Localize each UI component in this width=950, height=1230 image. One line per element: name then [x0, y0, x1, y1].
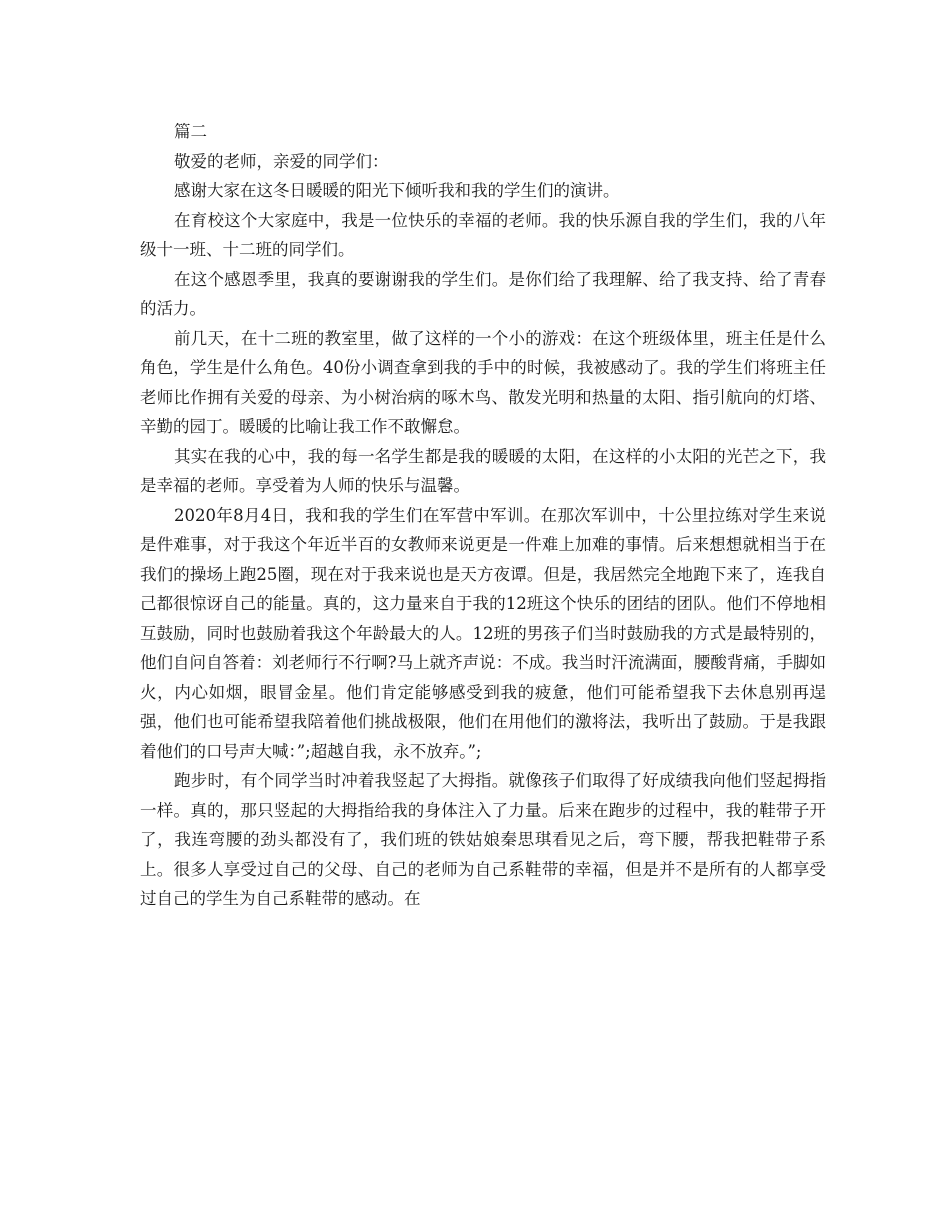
paragraph: 在育校这个大家庭中，我是一位快乐的幸福的老师。我的快乐源自我的学生们，我的八年级十一班、十二班的同学们。: [140, 210, 826, 259]
paragraph: 跑步时，有个同学当时冲着我竖起了大拇指。就像孩子们取得了好成绩我向他们竖起拇指一样。真的，那只竖起的大拇指给我的身体注入了力量。后来在跑步的过程中，我的鞋带子开了，我连弯腰的劲头都没有了，我们班的铁姑娘秦思琪看见之后，弯下腰，帮我把鞋带子系上。很多人享受过自己的父母、自己的老师为自己系鞋带的幸福，但是并不是所有的人都享受过自己的学生为自己系鞋带的感动。在: [140, 771, 826, 908]
paragraph: 感谢大家在这冬日暖暖的阳光下倾听我和我的学生们的演讲。: [174, 181, 620, 200]
paragraph: 2020年8月4日，我和我的学生们在军营中军训。在那次军训中，十公里拉练对学生来说是件难事，对于我这个年近半百的女教师来说更是一件难上加难的事情。后来想想就相当于在我们的操场上跑25圈，现在对于我来说也是天方夜谭。但是，我居然完全地跑下来了，连我自己都很惊讶自己的能量。真的，这力量来自于我的12班这个快乐的团结的团队。他们不停地相互鼓励，同时也鼓励着我这个年龄最大的人。12班的男孩子们当时鼓励我的方式是最特别的，他们自问自答着：刘老师行不行啊?马上就齐声说：不成。我当时汗流满面，腰酸背痛，手脚如火，内心如烟，眼冒金星。他们肯定能够感受到我的疲惫，他们可能希望我下去休息别再逞强，他们也可能希望我陪着他们挑战极限，他们在用他们的激将法，我听出了鼓励。于是我跟着他们的口号声大喊：”;超越自我，永不放弃。”;: [140, 505, 826, 761]
paragraph: 在这个感恩季里，我真的要谢谢我的学生们。是你们给了我理解、给了我支持、给了青春的活力。: [140, 269, 826, 318]
section-title: 篇二: [174, 122, 207, 141]
salutation: 敬爱的老师，亲爱的同学们：: [174, 151, 389, 171]
paragraph: 其实在我的心中，我的每一名学生都是我的暖暖的太阳，在这样的小太阳的光芒之下，我是幸福的老师。享受着为人师的快乐与温馨。: [140, 446, 826, 495]
document-body: [140, 117, 826, 914]
paragraph: 前几天，在十二班的教室里，做了这样的一个小的游戏：在这个班级体里，班主任是什么角色，学生是什么角色。40份小调查拿到我的手中的时候，我被感动了。我的学生们将班主任老师比作拥有关爱的母亲、为小树治病的啄木鸟、散发光明和热量的太阳、指引航向的灯塔、辛勤的园丁。暖暖的比喻让我工作不敢懈怠。: [140, 328, 826, 436]
